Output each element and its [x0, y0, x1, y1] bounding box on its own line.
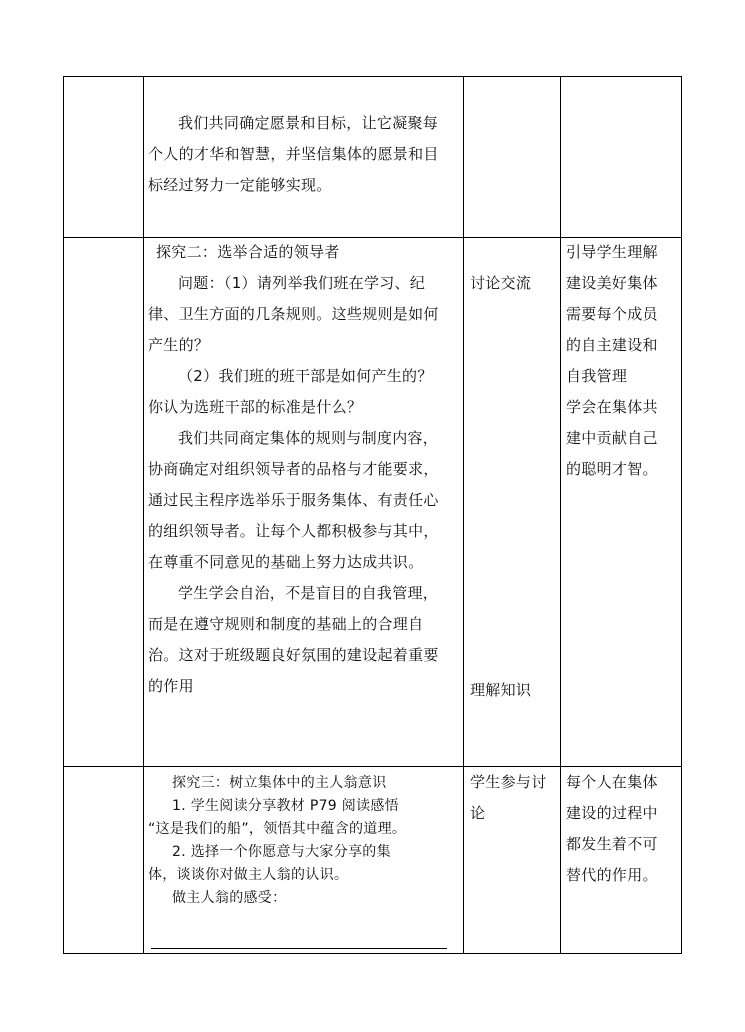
table-left-border: [63, 76, 64, 954]
row3-intent: [566, 767, 658, 891]
row3-content-line: 1. 学生阅读分享教材 P79 阅读感悟: [172, 798, 399, 814]
row1-content-line: 标经过努力一定能够实现。: [148, 176, 332, 194]
row2-content-line: 律、卫生方面的几条规则。这些规则是如何: [148, 305, 439, 323]
row2-content-line: 在尊重不同意见的基础上努力达成共识。: [148, 553, 424, 571]
row2-intent-line: 需要每个成员: [566, 305, 658, 323]
row3-content-line: 2. 选择一个你愿意与大家分享的集: [172, 844, 391, 860]
row2-intent-line: 的聪明才智。: [566, 460, 658, 478]
row2-intent-line: 学会在集体共: [566, 398, 658, 416]
row3-intent-line: 每个人在集体: [566, 773, 658, 791]
row3-activity-line: 学生参与讨: [470, 773, 547, 791]
row2-content-line: 问题：（1）请列举我们班在学习、纪: [178, 274, 426, 292]
row2-content-line: 你认为选班干部的标准是什么？: [148, 398, 363, 416]
column-divider-1: [143, 76, 144, 954]
row2-intent-line: 引导学生理解: [566, 243, 658, 261]
table-top-border: [63, 76, 682, 77]
row2-content-line: 探究二：选举合适的领导者: [156, 243, 340, 261]
row2-intent-line: 建中贡献自己: [566, 429, 658, 447]
row1-content-line: 我们共同确定愿景和目标，让它凝聚每: [178, 114, 439, 132]
column-divider-3: [560, 76, 561, 954]
row2-content-line: 通过民主程序选举乐于服务集体、有责任心: [148, 491, 439, 509]
row2-intent-line: 自我管理: [566, 367, 628, 385]
row2-intent-line: 的自主建设和: [566, 336, 658, 354]
row1-content-line: 个人的才华和智慧，并坚信集体的愿景和目: [148, 145, 439, 163]
row2-content-line: 协商确定对组织领导者的品格与才能要求，: [148, 460, 439, 478]
row2-activity-bottom: 理解知识: [470, 681, 532, 699]
row3-content-line: 体，谈谈你对做主人翁的认识。: [148, 867, 349, 883]
row3-content-line: 探究三：树立集体中的主人翁意识: [172, 775, 387, 791]
row2-content-line: 治。这对于班级题良好氛围的建设起着重要: [148, 646, 439, 664]
row3-activity: [470, 767, 547, 829]
row3-content-line: “这是我们的船”，领悟其中蕴含的道理。: [148, 821, 407, 837]
row2-intent: [566, 237, 658, 485]
row3-intent-line: 都发生着不可: [566, 835, 658, 853]
row2-content-line: 学生学会自治，不是盲目的自我管理，: [178, 584, 439, 602]
row2-content-line: 而是在遵守规则和制度的基础上的合理自: [148, 615, 424, 633]
row3-content-line: 做主人翁的感受：: [172, 890, 287, 906]
row2-content-line: 的组织领导者。让每个人都积极参与其中，: [148, 522, 439, 540]
row2-activity-top: 讨论交流: [470, 274, 532, 292]
row2-intent-line: 建设美好集体: [566, 274, 658, 292]
row1-content: [148, 108, 439, 201]
row2-content-line: 的作用: [148, 677, 194, 695]
answer-blank-line: [151, 948, 447, 949]
column-divider-2: [463, 76, 464, 954]
row2-content-line: （2）我们班的班干部是如何产生的？: [178, 367, 433, 385]
row2-content-line: 产生的？: [148, 336, 210, 354]
row3-intent-line: 替代的作用。: [566, 866, 658, 884]
row3-content: [148, 772, 406, 910]
row3-activity-line: 论: [470, 804, 486, 822]
row3-intent-line: 建设的过程中: [566, 804, 658, 822]
table-right-border: [681, 76, 682, 954]
table-bottom-border: [63, 953, 682, 954]
row2-content: [148, 237, 439, 702]
row2-content-line: 我们共同商定集体的规则与制度内容，: [178, 429, 439, 447]
